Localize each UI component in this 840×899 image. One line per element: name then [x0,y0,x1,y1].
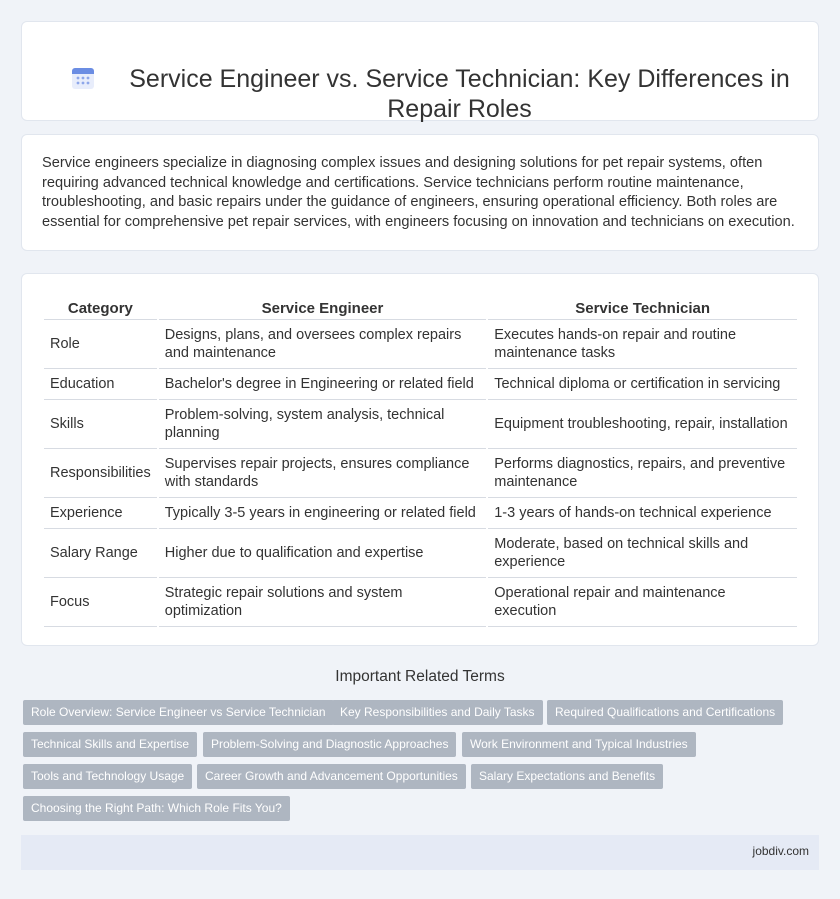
row-category: Experience [44,498,157,529]
header-card [21,21,819,121]
related-term-tag[interactable]: Choosing the Right Path: Which Role Fits You? [23,796,290,821]
row-engineer: Higher due to qualification and expertise [159,529,486,578]
header-category: Category [44,294,157,320]
row-category: Role [44,320,157,369]
table-row [44,320,797,369]
row-technician: Equipment troubleshooting, repair, installation [488,400,797,449]
row-engineer: Problem-solving, system analysis, technical planning [159,400,486,449]
related-term-tag[interactable]: Work Environment and Typical Industries [462,732,696,757]
row-engineer: Bachelor's degree in Engineering or related field [159,369,486,400]
related-term-tag[interactable]: Key Responsibilities and Daily Tasks [332,700,543,725]
related-terms-title: Important Related Terms [335,668,505,685]
table-row [44,529,797,578]
footer-site-link[interactable]: jobdiv.com [752,844,809,858]
calendar-icon [70,65,96,91]
intro-text: Service engineers specialize in diagnosing complex issues and designing solutions for pet repair systems, often requiring advanced technical knowledge and certifications. Service technicians perform routine maintenance, troubleshooting, and basic repairs under the guidance of engineers, ensuring operational efficiency. Both roles are essential for comprehensive pet repair services, with engineers focusing on innovation and technicians on execution. [42,155,795,230]
comparison-card [21,273,819,646]
row-category: Education [44,369,157,400]
related-term-tag[interactable]: Required Qualifications and Certifications [547,700,783,725]
related-term-tag[interactable]: Career Growth and Advancement Opportunities [197,764,466,789]
row-technician: Technical diploma or certification in servicing [488,369,797,400]
intro-card [21,134,819,251]
related-term-tag[interactable]: Technical Skills and Expertise [23,732,197,757]
table-header-row [44,294,797,320]
related-term-tag[interactable]: Problem-Solving and Diagnostic Approaches [203,732,456,757]
footer [21,835,819,870]
row-category: Focus [44,578,157,627]
row-engineer: Strategic repair solutions and system optimization [159,578,486,627]
row-category: Salary Range [44,529,157,578]
table-row [44,498,797,529]
related-term-tag[interactable]: Salary Expectations and Benefits [471,764,663,789]
related-term-tag[interactable]: Role Overview: Service Engineer vs Service Technician [23,700,334,725]
table-row [44,449,797,498]
row-engineer: Supervises repair projects, ensures compliance with standards [159,449,486,498]
header-service-technician: Service Technician [488,294,797,320]
row-category: Responsibilities [44,449,157,498]
row-technician: Operational repair and maintenance execution [488,578,797,627]
row-technician: 1-3 years of hands-on technical experience [488,498,797,529]
table-row [44,400,797,449]
row-engineer: Designs, plans, and oversees complex repairs and maintenance [159,320,486,369]
row-technician: Executes hands-on repair and routine maintenance tasks [488,320,797,369]
row-category: Skills [44,400,157,449]
row-technician: Moderate, based on technical skills and experience [488,529,797,578]
page-title: Service Engineer vs. Service Technician: Key Differences in Repair Roles [129,65,790,123]
table-row [44,369,797,400]
table-row [44,578,797,627]
row-engineer: Typically 3-5 years in engineering or related field [159,498,486,529]
related-term-tag[interactable]: Tools and Technology Usage [23,764,192,789]
row-technician: Performs diagnostics, repairs, and preventive maintenance [488,449,797,498]
header-service-engineer: Service Engineer [159,294,486,320]
comparison-table [42,294,799,627]
